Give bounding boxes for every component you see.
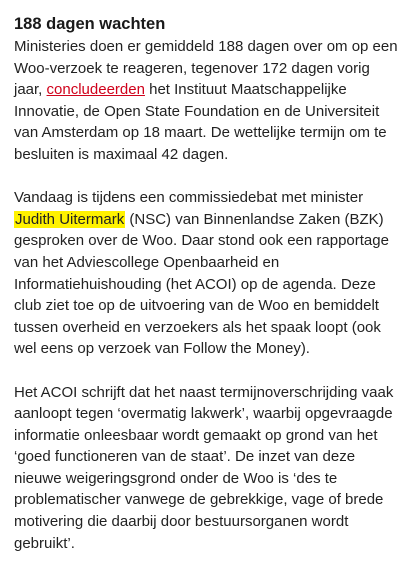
paragraph-2-text-after: (NSC) van Binnenlandse Zaken (BZK) gesproken over de Woo. Daar stond ook een rapportage van het Adviescollege Openbaarheid en Informatiehuishouding (het ACOI) op de agenda. Deze club ziet toe op de uitvoering van de Woo en bemiddelt tussen overheid en verzoekers als het spaak loopt (ook wel eens op verzoek van Follow the Money).: [14, 210, 389, 358]
concludeerden-link[interactable]: concludeerden: [46, 81, 145, 99]
paragraph-1: [14, 36, 402, 166]
paragraph-3: Het ACOI schrijft dat het naast termijnoverschrijding vaak aanloopt tegen ‘overmatig lakwerk’, waarbij opgevraagde informatie onleesbaar wordt gemaakt op grond van het ‘goed functioneren van de staat’. De inzet van deze nieuwe weigeringsgrond onder de Woo is ‘des te problematischer vanwege de gebrekkige, vage of brede motivering die daarbij door bestuursorganen wordt gebruikt’.: [14, 383, 394, 552]
article-body: [14, 14, 402, 576]
section-heading: 188 dagen wachten: [14, 15, 166, 33]
paragraph-2-text-before: Vandaag is tijdens een commissiedebat met minister: [14, 189, 364, 207]
paragraph-1-text-after: het Instituut Maatschappelijke Innovatie, de Open State Foundation en de Universiteit van Amsterdam op 18 maart. De wettelijke termijn om te besluiten is maximaal 42 dagen.: [14, 81, 387, 163]
highlighted-name: Judith Uitermark: [15, 210, 125, 228]
paragraph-1-text-before: Ministeries doen er gemiddeld 188 dagen over om op een Woo-verzoek te reageren, tegenover 172 dagen vorig jaar,: [14, 38, 398, 99]
paragraph-2: [14, 187, 402, 360]
